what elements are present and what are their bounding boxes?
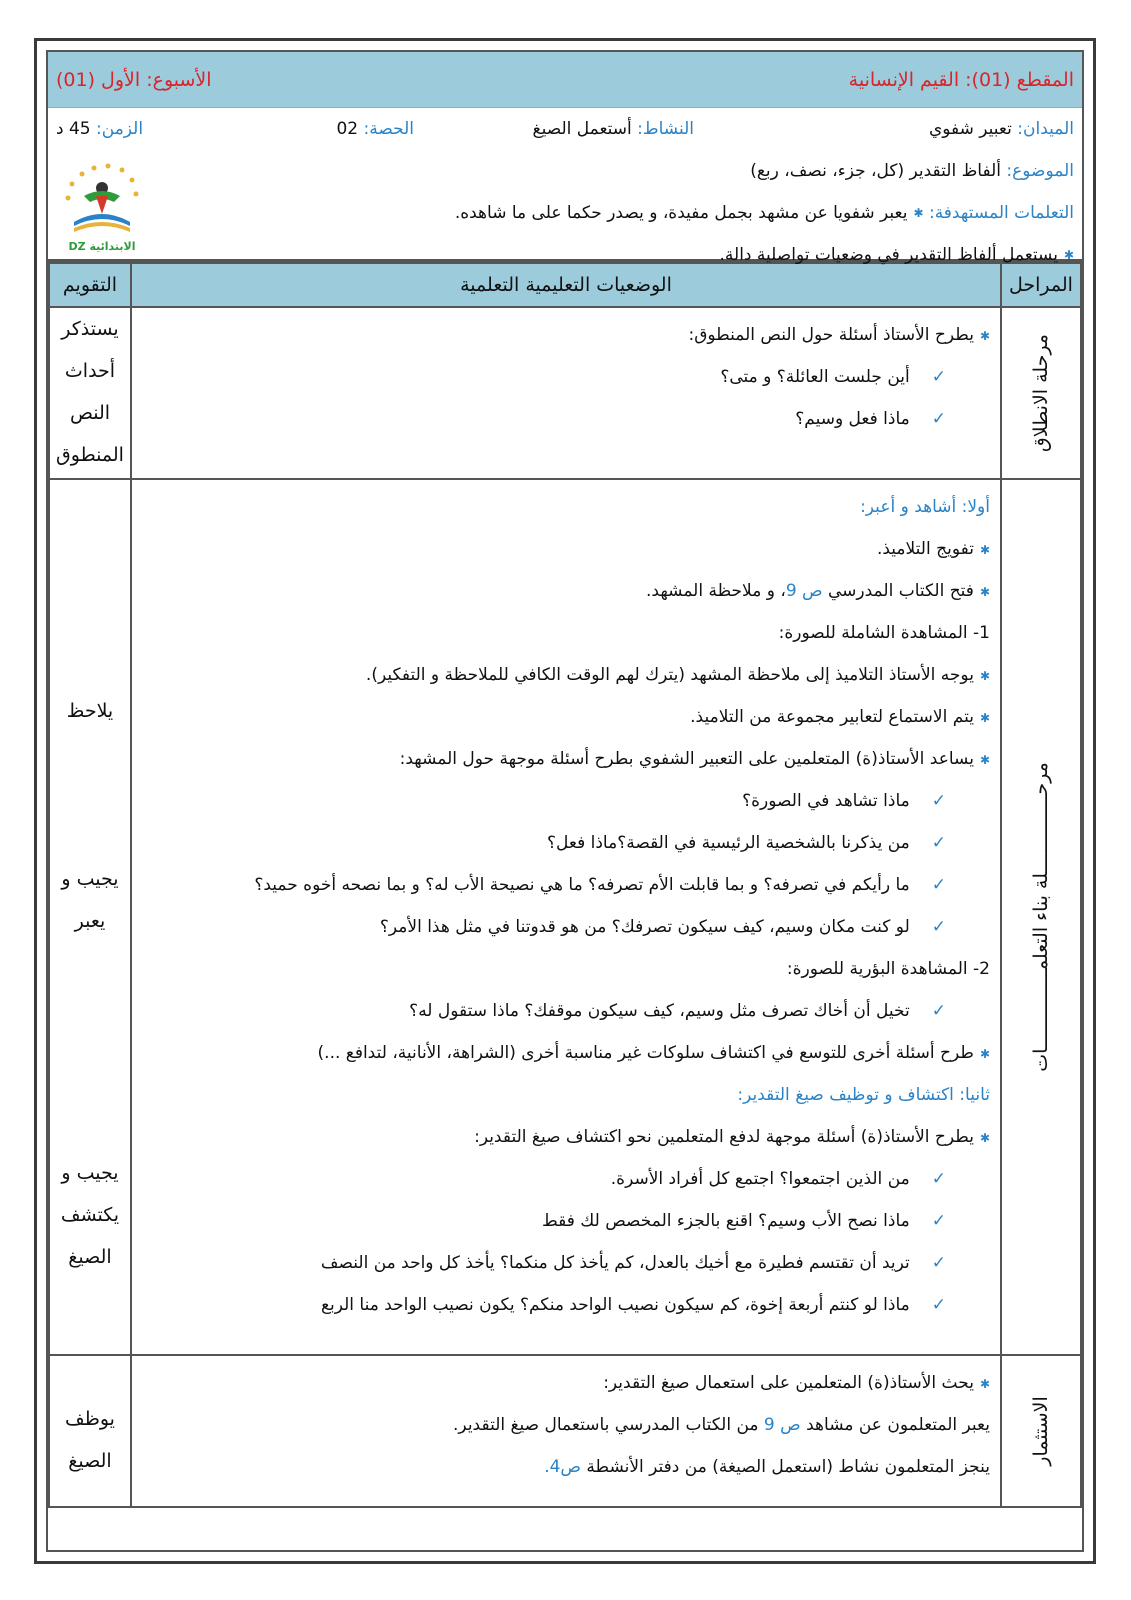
bullet-icon: ✱ xyxy=(979,329,990,343)
topic-row: الموضوع: ألفاظ التقدير (كل، جزء، نصف، ربع) xyxy=(750,161,1074,181)
bullet-icon: ✱ xyxy=(979,1377,990,1391)
list-item: ✱تفويج التلاميذ. xyxy=(876,539,990,559)
header-situations: الوضعيات التعليمية التعلمية xyxy=(131,263,1001,307)
goals-row-2: ✱ يستعمل ألفاظ التقدير في وضعيات تواصلية دالة. xyxy=(719,245,1074,265)
bullet-icon: ✱ xyxy=(979,585,990,599)
list-item: ✱يوجه الأستاذ التلاميذ إلى ملاحظة المشهد (يترك لهم الوقت الكافي للملاحظة و التفكير). xyxy=(365,665,990,685)
phase-row-launch xyxy=(49,307,1081,479)
list-item: ✓تريد أن تقتسم فطيرة مع أخيك بالعدل، كم يأخذ كل منكما؟ يأخذ كل واحد من النصف xyxy=(320,1253,946,1273)
list-item: ✱يتم الاستماع لتعابير مجموعة من التلاميذ. xyxy=(690,707,990,727)
section-title: ثانيا: اكتشاف و توظيف صيغ التقدير: xyxy=(737,1085,990,1105)
phase-row-build xyxy=(49,479,1081,1355)
bullet-icon: ✱ xyxy=(979,543,990,557)
bullet-icon: ✱ xyxy=(979,711,990,725)
check-icon: ✓ xyxy=(931,1001,946,1021)
eval-cell: يلاحظ يجيب و يعبر يجيب و يكتشف الصيغ xyxy=(49,479,131,1355)
header-eval: التقويم xyxy=(49,263,131,307)
list-item: ✓لو كنت مكان وسيم، كيف سيكون تصرفك؟ من هو قدوتنا في مثل هذا الأمر؟ xyxy=(379,917,946,937)
eval-cell: يستذكر أحداث النص المنطوق xyxy=(49,307,131,479)
bullet-icon: ✱ xyxy=(1063,248,1074,262)
check-icon: ✓ xyxy=(931,917,946,937)
check-icon: ✓ xyxy=(931,367,946,387)
lesson-table xyxy=(48,262,1082,1508)
time-info: الزمن: 45 د xyxy=(56,119,144,139)
list-item: ✓من يذكرنا بالشخصية الرئيسية في القصة؟ماذا فعل؟ xyxy=(546,833,946,853)
check-icon: ✓ xyxy=(931,409,946,429)
bullet-icon: ✱ xyxy=(913,206,924,220)
bullet-icon: ✱ xyxy=(979,1047,990,1061)
bullet-icon: ✱ xyxy=(979,753,990,767)
list-item: يعبر المتعلمون عن مشاهد ص 9 من الكتاب المدرسي باستعمال صيغ التقدير. xyxy=(453,1415,990,1435)
info-block xyxy=(48,108,1082,265)
list-item: 2- المشاهدة البؤرية للصورة: xyxy=(786,959,990,979)
check-icon: ✓ xyxy=(931,1295,946,1315)
situations-cell xyxy=(131,1355,1001,1507)
list-item: ✓أين جلست العائلة؟ و متى؟ xyxy=(720,367,946,387)
list-item: ✓ماذا نصح الأب وسيم؟ اقنع بالجزء المخصص لك فقط xyxy=(542,1211,946,1231)
list-item: ✱يحث الأستاذ(ة) المتعلمين على استعمال صيغ التقدير: xyxy=(603,1373,990,1393)
logo-text: الابتدائية DZ xyxy=(68,240,136,253)
phase-label: مرحــــــــــــــلة بناء التعلمــــــــــــــات xyxy=(1030,762,1052,1072)
eval-cell: يوظف الصيغ xyxy=(49,1355,131,1507)
list-item: ✱يطرح الأستاذ(ة) أسئلة موجهة لدفع المتعلمين نحو اكتشاف صيغ التقدير: xyxy=(474,1127,990,1147)
week-title: الأسبوع: الأول (01) xyxy=(56,68,212,91)
phase-cell-invest xyxy=(1001,1355,1081,1507)
list-item: ✱طرح أسئلة أخرى للتوسع في اكتشاف سلوكات غير مناسبة أخرى (الشراهة، الأنانية، لتدافع ...) xyxy=(317,1043,990,1063)
phase-cell-launch xyxy=(1001,307,1081,479)
check-icon: ✓ xyxy=(931,1211,946,1231)
bullet-icon: ✱ xyxy=(979,669,990,683)
list-item: ✓ما رأيكم في تصرفه؟ و بما قابلت الأم تصرفه؟ ما هي نصيحة الأب له؟ و بما نصحه أخوه حميد؟ xyxy=(254,875,946,895)
list-item: ✱فتح الكتاب المدرسي ص 9، و ملاحظة المشهد. xyxy=(646,581,990,601)
header-phase: المراحل xyxy=(1001,263,1081,307)
info-row-meta xyxy=(56,108,1074,150)
logo-graphic-icon xyxy=(54,156,150,252)
list-item: 1- المشاهدة الشاملة للصورة: xyxy=(778,623,990,643)
list-item: ينجز المتعلمون نشاط (استعمل الصيغة) من دفتر الأنشطة ص4. xyxy=(544,1457,990,1477)
check-icon: ✓ xyxy=(931,833,946,853)
activity-info: النشاط: أستعمل الصيغ xyxy=(532,119,694,139)
list-item: ✱يساعد الأستاذ(ة) المتعلمين على التعبير الشفوي بطرح أسئلة موجهة حول المشهد: xyxy=(399,749,990,769)
phase-cell-build xyxy=(1001,479,1081,1355)
situations-cell xyxy=(131,479,1001,1355)
list-item: ✓ماذا تشاهد في الصورة؟ xyxy=(742,791,946,811)
session-info: الحصة: 02 xyxy=(336,119,414,139)
list-item: ✓ماذا لو كنتم أربعة إخوة، كم سيكون نصيب الواحد منكم؟ يكون نصيب الواحد منا الربع xyxy=(320,1295,946,1315)
list-item: ✓تخيل أن أخاك تصرف مثل وسيم، كيف سيكون موقفك؟ ماذا ستقول له؟ xyxy=(409,1001,946,1021)
field-info: الميدان: تعبير شفوي xyxy=(928,119,1074,139)
check-icon: ✓ xyxy=(931,875,946,895)
check-icon: ✓ xyxy=(931,1169,946,1189)
goals-row: التعلمات المستهدفة: ✱ يعبر شفويا عن مشهد بجمل مفيدة، و يصدر حكما على ما شاهده. xyxy=(454,203,1074,223)
section-title: أولا: أشاهد و أعبر: xyxy=(860,497,990,517)
phase-label: الاستثمار xyxy=(1030,1396,1052,1466)
check-icon: ✓ xyxy=(931,791,946,811)
situations-cell xyxy=(131,307,1001,479)
phase-label: مرحلة الانطلاق xyxy=(1030,334,1052,452)
check-icon: ✓ xyxy=(931,1253,946,1273)
list-item: ✓من الذين اجتمعوا؟ اجتمع كل أفراد الأسرة. xyxy=(610,1169,946,1189)
list-item: ✱يطرح الأستاذ أسئلة حول النص المنطوق: xyxy=(688,325,990,345)
lesson-sheet xyxy=(46,50,1084,1552)
segment-title: المقطع (01): القيم الإنسانية xyxy=(848,68,1074,91)
list-item: ✓ماذا فعل وسيم؟ xyxy=(795,409,946,429)
phase-row-invest xyxy=(49,1355,1081,1507)
header-band xyxy=(48,52,1082,108)
bullet-icon: ✱ xyxy=(979,1131,990,1145)
school-logo xyxy=(54,156,150,252)
